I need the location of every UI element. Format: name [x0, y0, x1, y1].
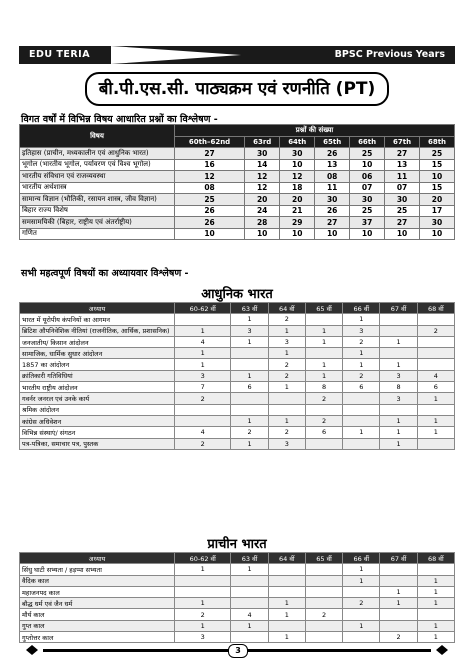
count-cell: 2: [417, 325, 454, 336]
year-header: 67 वीं: [380, 303, 417, 314]
table-row: [20, 415, 455, 426]
count-cell: 8: [380, 382, 417, 393]
count-cell: 27: [315, 217, 350, 229]
count-cell: 08: [175, 182, 245, 194]
count-cell: [343, 632, 380, 643]
count-cell: 1: [175, 348, 231, 359]
count-cell: 12: [245, 171, 280, 183]
table-row: [20, 620, 455, 631]
subject-cell: सामान्य विज्ञान (भौतिकी, रसायन शास्त्र, जीव विज्ञान): [20, 194, 175, 206]
chapter-cell: पत्र-पत्रिका, समाचार पत्र, पुस्तक: [20, 438, 175, 449]
series-title: BPSC Previous Years: [334, 49, 445, 60]
count-cell: 30: [420, 217, 455, 229]
count-cell: [305, 620, 342, 631]
count-cell: 25: [420, 148, 455, 160]
count-cell: 3: [268, 438, 305, 449]
count-cell: 1: [305, 370, 342, 381]
count-cell: 1: [417, 575, 454, 586]
count-cell: 6: [343, 382, 380, 393]
count-cell: 1: [231, 438, 268, 449]
count-cell: 20: [280, 194, 315, 206]
count-cell: 27: [385, 148, 420, 160]
count-cell: 06: [350, 171, 385, 183]
brand-name: EDU TERIA: [29, 49, 91, 60]
count-cell: [380, 564, 417, 575]
count-cell: 1: [231, 370, 268, 381]
count-cell: [343, 586, 380, 597]
count-cell: [343, 415, 380, 426]
count-cell: [417, 404, 454, 415]
page-header: [19, 46, 455, 64]
count-cell: 20: [420, 194, 455, 206]
subject-cell: बिहार राज्य विशेष: [20, 205, 175, 217]
year-header: 63 वीं: [231, 303, 268, 314]
count-cell: 1: [268, 415, 305, 426]
count-cell: 2: [268, 427, 305, 438]
count-cell: 29: [280, 217, 315, 229]
table-row: [20, 359, 455, 370]
count-cell: 1: [268, 609, 305, 620]
count-cell: [305, 564, 342, 575]
count-cell: 1: [268, 598, 305, 609]
ancient-india-table: [19, 552, 455, 643]
year-header: 65 वीं: [305, 303, 342, 314]
count-cell: [417, 438, 454, 449]
count-cell: 1: [175, 620, 231, 631]
table-row: [20, 314, 455, 325]
count-cell: 10: [280, 159, 315, 171]
count-cell: 25: [350, 205, 385, 217]
year-header: 67th: [385, 136, 420, 148]
count-cell: 1: [380, 427, 417, 438]
page-frame: [19, 46, 455, 658]
count-cell: [305, 314, 342, 325]
count-cell: 6: [231, 382, 268, 393]
count-cell: 18: [280, 182, 315, 194]
count-cell: 25: [385, 205, 420, 217]
count-cell: 1: [417, 620, 454, 631]
chapter-cell: गुप्तोत्तर काल: [20, 632, 175, 643]
count-cell: 1: [343, 575, 380, 586]
count-cell: 1: [343, 427, 380, 438]
year-header: 66 वीं: [343, 303, 380, 314]
count-cell: 1: [417, 586, 454, 597]
year-header: 68 वीं: [417, 303, 454, 314]
count-cell: [268, 575, 305, 586]
count-cell: 1: [268, 382, 305, 393]
count-cell: 1: [268, 348, 305, 359]
count-cell: 1: [231, 314, 268, 325]
count-cell: 10: [385, 228, 420, 240]
count-cell: [305, 598, 342, 609]
count-cell: [305, 586, 342, 597]
chapter-column-header: अध्याय: [20, 553, 175, 564]
table-row: [20, 575, 455, 586]
count-cell: [417, 359, 454, 370]
subject-analysis-table: [19, 124, 455, 240]
count-cell: [231, 575, 268, 586]
count-cell: 1: [231, 415, 268, 426]
table-row: [20, 148, 455, 160]
count-cell: 1: [343, 314, 380, 325]
table-row: [20, 194, 455, 206]
table-row: [20, 632, 455, 643]
footer-ornament-right-icon: [435, 644, 449, 656]
count-cell: 10: [280, 228, 315, 240]
count-cell: 30: [350, 194, 385, 206]
subject-cell: समसामयिकी (बिहार, राष्ट्रीय एवं अंतर्राष्ट्रीय): [20, 217, 175, 229]
count-cell: 10: [175, 228, 245, 240]
count-cell: 1: [343, 564, 380, 575]
count-cell: 07: [350, 182, 385, 194]
table-row: [20, 598, 455, 609]
count-cell: [231, 359, 268, 370]
chapter-cell: भारतीय राष्ट्रीय आंदोलन: [20, 382, 175, 393]
count-cell: 07: [385, 182, 420, 194]
count-cell: 3: [380, 370, 417, 381]
count-cell: 16: [175, 159, 245, 171]
subject-cell: भूगोल (भारतीय भूगोल, पर्यावरण एवं विश्व भूगोल): [20, 159, 175, 171]
count-cell: 1: [343, 620, 380, 631]
count-cell: [343, 404, 380, 415]
count-cell: [380, 348, 417, 359]
modern-header-row: [20, 303, 455, 314]
count-cell: 1: [380, 438, 417, 449]
count-cell: [175, 575, 231, 586]
count-cell: 25: [350, 148, 385, 160]
year-header: 65th: [315, 136, 350, 148]
table-row: [20, 159, 455, 171]
chapter-cell: गुप्त काल: [20, 620, 175, 631]
count-cell: 1: [380, 359, 417, 370]
count-cell: [175, 314, 231, 325]
count-cell: 1: [343, 348, 380, 359]
count-cell: 1: [268, 325, 305, 336]
count-cell: 2: [268, 314, 305, 325]
subject-cell: गणित: [20, 228, 175, 240]
count-cell: 2: [175, 609, 231, 620]
page-title: बी.पी.एस.सी. पाठ्यक्रम एवं रणनीति (PT): [85, 72, 389, 106]
table-row: [20, 404, 455, 415]
count-cell: 21: [280, 205, 315, 217]
count-cell: 30: [280, 148, 315, 160]
count-cell: 30: [245, 148, 280, 160]
count-cell: 1: [305, 359, 342, 370]
count-cell: 4: [231, 609, 268, 620]
table-row: [20, 228, 455, 240]
chapter-cell: भारत में यूरोपीय कंपनियों का आगमन: [20, 314, 175, 325]
count-cell: 12: [280, 171, 315, 183]
count-cell: 1: [175, 325, 231, 336]
footer-ornament-left-icon: [25, 644, 39, 656]
count-cell: 10: [350, 159, 385, 171]
count-cell: 2: [175, 393, 231, 404]
table-row: [20, 182, 455, 194]
count-cell: 2: [343, 598, 380, 609]
count-cell: [343, 609, 380, 620]
count-cell: [268, 564, 305, 575]
table-row: [20, 382, 455, 393]
count-cell: 27: [175, 148, 245, 160]
count-cell: [175, 415, 231, 426]
table-row: [20, 370, 455, 381]
section-heading-subject-analysis: विगत वर्षों में विभिन्न विषय आधारित प्रश्नों का विश्लेषण -: [21, 114, 218, 125]
chapter-cell: ब्रिटिश औपनिवेशिक नीतियां (राजनीतिक, आर्थिक, प्रशासनिक): [20, 325, 175, 336]
count-cell: 4: [417, 370, 454, 381]
count-cell: [231, 632, 268, 643]
year-header: 60-62 वीं: [175, 303, 231, 314]
subject-cell: इतिहास (प्राचीन, मध्यकालीन एवं आधुनिक भारत): [20, 148, 175, 160]
count-cell: 17: [420, 205, 455, 217]
count-cell: 2: [268, 370, 305, 381]
count-cell: 1: [268, 632, 305, 643]
year-header: 63rd: [245, 136, 280, 148]
count-cell: 25: [175, 194, 245, 206]
count-cell: 1: [231, 336, 268, 347]
count-cell: 28: [245, 217, 280, 229]
count-cell: 3: [175, 370, 231, 381]
count-cell: 26: [175, 205, 245, 217]
table-row: [20, 609, 455, 620]
count-cell: [268, 393, 305, 404]
count-cell: 30: [385, 194, 420, 206]
modern-india-table: [19, 302, 455, 450]
count-cell: 4: [175, 427, 231, 438]
count-cell: [268, 404, 305, 415]
chapter-cell: कांग्रेस अधिवेशन: [20, 415, 175, 426]
count-cell: 13: [385, 159, 420, 171]
chapter-cell: सामाजिक, धार्मिक सुधार आंदोलन: [20, 348, 175, 359]
count-cell: 4: [175, 336, 231, 347]
chapter-column-header: अध्याय: [20, 303, 175, 314]
count-cell: [175, 404, 231, 415]
count-cell: 15: [420, 182, 455, 194]
count-cell: [380, 404, 417, 415]
count-cell: 2: [268, 359, 305, 370]
count-cell: 2: [175, 438, 231, 449]
count-cell: 1: [175, 359, 231, 370]
chapter-cell: जनजातीय/ किसान आंदोलन: [20, 336, 175, 347]
count-cell: 26: [315, 148, 350, 160]
count-cell: 10: [420, 228, 455, 240]
count-cell: 1: [417, 393, 454, 404]
chapter-cell: वैदिक काल: [20, 575, 175, 586]
table-row: [20, 348, 455, 359]
table-row: [20, 336, 455, 347]
count-cell: 10: [315, 228, 350, 240]
count-cell: [231, 598, 268, 609]
table-row: [20, 427, 455, 438]
count-cell: 10: [350, 228, 385, 240]
header-wedge-decoration: [111, 46, 241, 64]
page-number: 3: [228, 644, 248, 658]
table-row: [20, 205, 455, 217]
count-cell: 3: [380, 393, 417, 404]
ancient-india-title: प्राचीन भारत: [207, 537, 267, 552]
count-cell: [380, 325, 417, 336]
count-cell: [380, 575, 417, 586]
count-cell: 3: [175, 632, 231, 643]
subject-cell: भारतीय अर्थशास्त्र: [20, 182, 175, 194]
count-cell: 08: [315, 171, 350, 183]
count-cell: 13: [315, 159, 350, 171]
count-cell: 1: [175, 564, 231, 575]
count-cell: 1: [231, 620, 268, 631]
count-cell: [175, 586, 231, 597]
year-header: 66 वीं: [343, 553, 380, 564]
count-cell: 6: [417, 382, 454, 393]
count-cell: [380, 314, 417, 325]
count-cell: 6: [305, 427, 342, 438]
count-cell: [305, 575, 342, 586]
year-header: 64th: [280, 136, 315, 148]
chapter-cell: श्रमिक आंदोलन: [20, 404, 175, 415]
table-row: [20, 325, 455, 336]
subject-column-header: विषय: [20, 125, 175, 148]
count-cell: [417, 314, 454, 325]
count-cell: [231, 586, 268, 597]
chapter-cell: 1857 का आंदोलन: [20, 359, 175, 370]
count-cell: 1: [231, 564, 268, 575]
year-header: 60-62 वीं: [175, 553, 231, 564]
year-header: 60th–62nd: [175, 136, 245, 148]
count-cell: 2: [231, 427, 268, 438]
count-cell: [305, 632, 342, 643]
count-cell: 1: [417, 598, 454, 609]
count-cell: 12: [175, 171, 245, 183]
table-row: [20, 564, 455, 575]
count-cell: 8: [305, 382, 342, 393]
count-cell: 37: [350, 217, 385, 229]
count-cell: 1: [380, 598, 417, 609]
count-cell: 1: [380, 336, 417, 347]
chapter-cell: मौर्य काल: [20, 609, 175, 620]
year-header: 66th: [350, 136, 385, 148]
count-cell: [231, 404, 268, 415]
count-cell: [417, 564, 454, 575]
chapter-cell: महाजनपद काल: [20, 586, 175, 597]
count-cell: 20: [245, 194, 280, 206]
count-cell: 1: [380, 415, 417, 426]
count-cell: 1: [175, 598, 231, 609]
count-cell: [380, 609, 417, 620]
year-header: 68th: [420, 136, 455, 148]
count-cell: 15: [420, 159, 455, 171]
year-header: 64 वीं: [268, 553, 305, 564]
chapter-cell: गवर्नर जनरल एवं उनके कार्य: [20, 393, 175, 404]
count-cell: 1: [417, 415, 454, 426]
count-cell: [268, 586, 305, 597]
year-header: 68 वीं: [417, 553, 454, 564]
question-count-group-header: प्रश्नों की संख्या: [175, 125, 455, 137]
table-row: [20, 393, 455, 404]
count-cell: [305, 438, 342, 449]
count-cell: 3: [268, 336, 305, 347]
count-cell: [380, 620, 417, 631]
chapter-cell: बौद्ध धर्म एवं जैन धर्म: [20, 598, 175, 609]
count-cell: 7: [175, 382, 231, 393]
subject-cell: भारतीय संविधान एवं राजव्यवस्था: [20, 171, 175, 183]
count-cell: [343, 438, 380, 449]
count-cell: [343, 393, 380, 404]
count-cell: 1: [380, 586, 417, 597]
count-cell: [417, 348, 454, 359]
count-cell: 2: [305, 415, 342, 426]
count-cell: [305, 404, 342, 415]
count-cell: 30: [315, 194, 350, 206]
count-cell: 1: [343, 359, 380, 370]
count-cell: 11: [385, 171, 420, 183]
count-cell: 24: [245, 205, 280, 217]
year-header: 64 वीं: [268, 303, 305, 314]
count-cell: 11: [315, 182, 350, 194]
count-cell: 14: [245, 159, 280, 171]
count-cell: [268, 620, 305, 631]
chapter-cell: विभिन्न संस्थाएं/ संगठन: [20, 427, 175, 438]
count-cell: 26: [315, 205, 350, 217]
count-cell: 27: [385, 217, 420, 229]
section-heading-chapter-analysis: सभी महत्वपूर्ण विषयों का अध्यायवार विश्लेषण -: [21, 268, 189, 279]
count-cell: [231, 348, 268, 359]
count-cell: 2: [343, 336, 380, 347]
count-cell: 2: [305, 393, 342, 404]
modern-india-title: आधुनिक भारत: [201, 287, 273, 302]
count-cell: 26: [175, 217, 245, 229]
count-cell: 1: [305, 336, 342, 347]
chapter-cell: क्रांतिकारी गतिविधियां: [20, 370, 175, 381]
count-cell: 1: [417, 427, 454, 438]
count-cell: [305, 348, 342, 359]
table-row: [20, 438, 455, 449]
count-cell: [417, 336, 454, 347]
year-header: 63 वीं: [231, 553, 268, 564]
page-footer: [19, 644, 455, 657]
table-row: [20, 217, 455, 229]
count-cell: [417, 609, 454, 620]
chapter-cell: सिंधु घाटी सभ्यता / हड़प्पा सभ्यता: [20, 564, 175, 575]
count-cell: 2: [305, 609, 342, 620]
count-cell: 1: [417, 632, 454, 643]
count-cell: 1: [305, 325, 342, 336]
year-header: 65 वीं: [305, 553, 342, 564]
count-cell: 2: [380, 632, 417, 643]
count-cell: 3: [231, 325, 268, 336]
count-cell: 2: [343, 370, 380, 381]
count-cell: 3: [343, 325, 380, 336]
ancient-header-row: [20, 553, 455, 564]
count-cell: 12: [245, 182, 280, 194]
table-row: [20, 586, 455, 597]
count-cell: [231, 393, 268, 404]
year-header: 67 वीं: [380, 553, 417, 564]
count-cell: 10: [245, 228, 280, 240]
count-cell: 10: [420, 171, 455, 183]
table-row: [20, 171, 455, 183]
